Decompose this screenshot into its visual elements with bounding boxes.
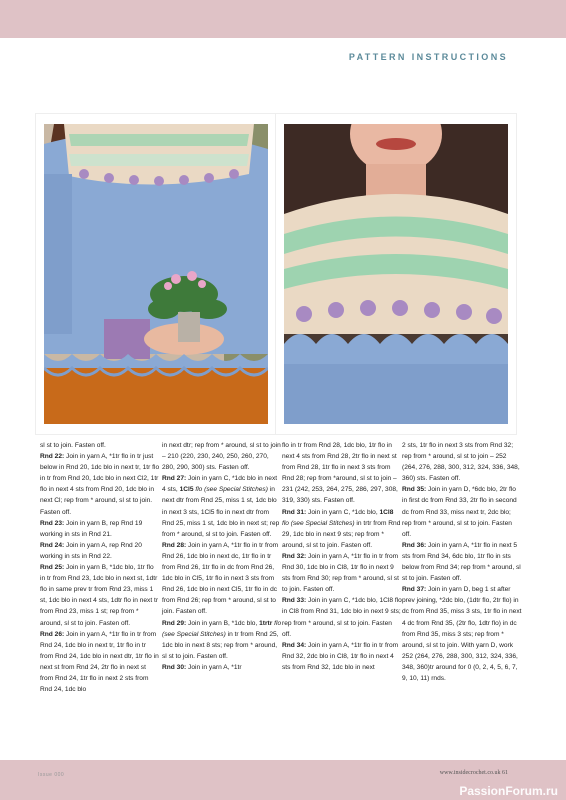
instruction-paragraph (40, 518, 160, 540)
instruction-text: in next dtr from Rnd 25, miss 1 st, 1dc blo in next 3 sts, 1Cl5 flo in next dtr from Rnd 25, miss 1 st, 1dc blo in next st; rep from * around, sl st to join. Fasten off. (162, 486, 280, 538)
instruction-paragraph (162, 473, 282, 540)
instruction-paragraph (282, 595, 402, 639)
instruction-text: Join in yarn D, *6dc blo, 2tr flo in first dc from Rnd 33, 2tr flo in second dc from Rnd 33, miss next tr, 2dc blo; rep from * around, sl st to join. Fasten off. (402, 486, 517, 538)
instruction-paragraph (162, 440, 282, 473)
instruction-text: in trtr from Rnd 29, 1dc blo in next 9 sts; rep from * around, sl st to join. Fasten off. (282, 519, 401, 549)
instruction-paragraph (162, 662, 282, 673)
round-label: 1trtr (259, 619, 273, 627)
instruction-paragraph (162, 540, 282, 618)
site-watermark: PassionForum.ru (459, 784, 558, 798)
instruction-paragraph (282, 640, 402, 673)
photo-left-card (36, 114, 276, 434)
instruction-text: flo in tr from Rnd 28, 1dc blo, 1tr flo in next 4 sts from Rnd 28, 2tr flo in next st from Rnd 28, 1tr flo in next 3 sts from Rnd 28; rep from *around, sl st to join – 231 (242, 253, 264, 275, 286, 297, 308, 319, 330) sts. Fasten off. (282, 442, 398, 505)
round-label: Rnd 32: (282, 552, 307, 560)
instruction-text: Join in yarn B, *1dc blo, 1tr flo in tr from Rnd 23, 1dc blo in next st, 1dtr flo in same prev tr from Rnd 23, miss 1 st, 1dc blo in next 4 sts, 1dtr flo in next tr from Rnd 23, miss 1 st; rep from * around, sl st to join. Fasten off. (40, 564, 159, 627)
instruction-paragraph (162, 618, 282, 662)
instruction-paragraph (40, 440, 160, 451)
round-label: Rnd 31: (282, 508, 307, 516)
yoke-closeup-photo (284, 124, 508, 424)
model-with-plant-photo (44, 124, 268, 424)
instruction-paragraph (402, 440, 522, 484)
instruction-text: Join in yarn A, rep Rnd 20 working in sts in Rnd 22. (40, 541, 142, 560)
instruction-text: Join in yarn B, rep Rnd 19 working in sts in Rnd 21. (40, 519, 143, 538)
instruction-text: Join in yarn A, *1tr flo in next 5 sts from Rnd 34, 6dc blo, 1tr flo in sts below from Rnd 34; rep from * around, sl st to join. Fasten off. (402, 541, 521, 583)
instruction-text: in next dtr; rep from * around, sl st to join – 210 (220, 230, 240, 250, 260, 270, 280, 290, 300) sts. Fasten off. (162, 442, 281, 472)
round-label: 1Cl8 (379, 508, 394, 516)
round-label: Rnd 33: (282, 597, 307, 605)
top-band (0, 0, 566, 38)
round-label: Rnd 37: (402, 586, 427, 594)
instruction-paragraph (402, 540, 522, 584)
text-column-4 (402, 440, 522, 684)
round-label: Rnd 26: (40, 630, 65, 638)
text-column-3 (282, 440, 402, 673)
instruction-paragraph (402, 584, 522, 684)
round-label: Rnd 27: (162, 475, 187, 483)
instruction-text: sl st to join. Fasten off. (40, 442, 106, 449)
round-label: Rnd 22: (40, 453, 65, 461)
round-label: Rnd 34: (282, 641, 307, 649)
stitch-note: flo (see Special Stitches) (193, 486, 268, 494)
instruction-text: Join in yarn A, *1tr flo in tr from Rnd 32, 2dc blo in Cl8, 1tr flo in next 4 sts from Rnd 32, 1dc blo in next (282, 641, 399, 671)
round-label: 1Cl5 (179, 486, 194, 494)
instruction-text: Join in yarn C, *1dc blo, (306, 508, 380, 516)
text-column-2 (162, 440, 282, 673)
instruction-text: Join in yarn C, *1dc blo in next 4 sts, (162, 475, 278, 494)
round-label: Rnd 29: (162, 619, 187, 627)
stitch-note: flo (see Special Stitches) (162, 619, 282, 638)
instruction-text: Join in yarn C, *1dc blo, 1Cl8 flo in Cl8 from Rnd 31, 1dc blo in next 9 sts; rep from * around, sl st to join. Fasten off. (282, 597, 402, 638)
instruction-paragraph (40, 451, 160, 518)
instruction-paragraph (40, 629, 160, 696)
stitch-note: flo (see Special Stitches) (282, 519, 355, 527)
instruction-text: Join in yarn D, beg 1 st after prev joining, *2dc blo, (1dtr flo, 2tr flo) in dc from Rnd 35, miss 3 sts, 1tr flo in next 4 dc from Rnd 35, (2tr flo, 1dtr flo) in dc from Rnd 35, miss 3 sts; rep from * around, sl st to join. With yarn D, work 252 (264, 276, 288, 300, 312, 324, 336, 348, 360)tr around for 0 (0, 2, 4, 5, 6, 7, 9, 10, 11) rnds. (402, 586, 522, 682)
round-label: Rnd 25: (40, 564, 65, 572)
instruction-text: Join in yarn A, *1tr flo in tr just below in Rnd 20, 1dc blo in next tr, 1tr flo in tr from Rnd 20, 1dc blo in next Cl2, 1tr flo in next 4 sts from Rnd 20, 1dc blo in next Cl; rep from * around, sl st to join. Fasten off. (40, 453, 160, 516)
instruction-paragraph (40, 562, 160, 629)
instruction-paragraph (282, 507, 402, 551)
round-label: Rnd 36: (402, 541, 427, 549)
instruction-text: in tr from Rnd 25, 1dc blo in next 8 sts; rep from * around, sl st to join. Fasten off. (162, 630, 279, 660)
photo-right-card (276, 114, 516, 434)
round-label: Rnd 24: (40, 541, 65, 549)
instruction-text: Join in yarn B, *1dc blo, (186, 619, 260, 627)
section-heading: PATTERN INSTRUCTIONS (348, 52, 508, 62)
round-label: Rnd 30: (162, 663, 187, 671)
page-folio: www.insidecrochet.co.uk 61 (439, 770, 508, 776)
round-label: Rnd 35: (402, 486, 427, 494)
instruction-text: Join in yarn A, *1tr flo in tr from Rnd 26, 1dc blo in next dc, 1tr flo in tr from Rnd 26, 1tr flo in dc from Rnd 26, 1dc blo in Cl5, 1tr flo in next 3 sts from Rnd 26, 1dc blo in next Cl5, 1tr flo in dc from Rnd 26; rep from * around, sl st to join. Fasten off. (162, 541, 279, 616)
instruction-text: Join in yarn A, *1tr flo in tr from Rnd 24, 1dc blo in next tr, 1tr flo in tr from Rnd 24, 1dc blo in next dtr, 1tr flo in next st from Rnd 24, 2tr flo in next st from Rnd 24, 1tr flo in next 2 sts from Rnd 24, 1dc blo (40, 630, 159, 694)
round-label: Rnd 23: (40, 519, 65, 527)
instruction-text: Join in yarn A, *1tr flo in tr from Rnd 30, 1dc blo in Cl8, 1tr flo in next 9 sts from Rnd 30; rep from * around, sl st to join. Fasten off. (282, 552, 399, 594)
instruction-paragraph (282, 551, 402, 595)
round-label: Rnd 28: (162, 541, 187, 549)
instruction-text: Join in yarn A, *1tr (186, 663, 242, 671)
instruction-paragraph (282, 440, 402, 507)
instruction-paragraph (40, 540, 160, 562)
instruction-paragraph (402, 484, 522, 539)
instruction-text: 2 sts, 1tr flo in next 3 sts from Rnd 32; rep from * around, sl st to join – 252 (264, 276, 288, 300, 312, 324, 336, 348, 360) sts. Fasten off. (402, 442, 520, 483)
text-column-1 (40, 440, 160, 695)
issue-label: Issue 000 (38, 772, 65, 778)
